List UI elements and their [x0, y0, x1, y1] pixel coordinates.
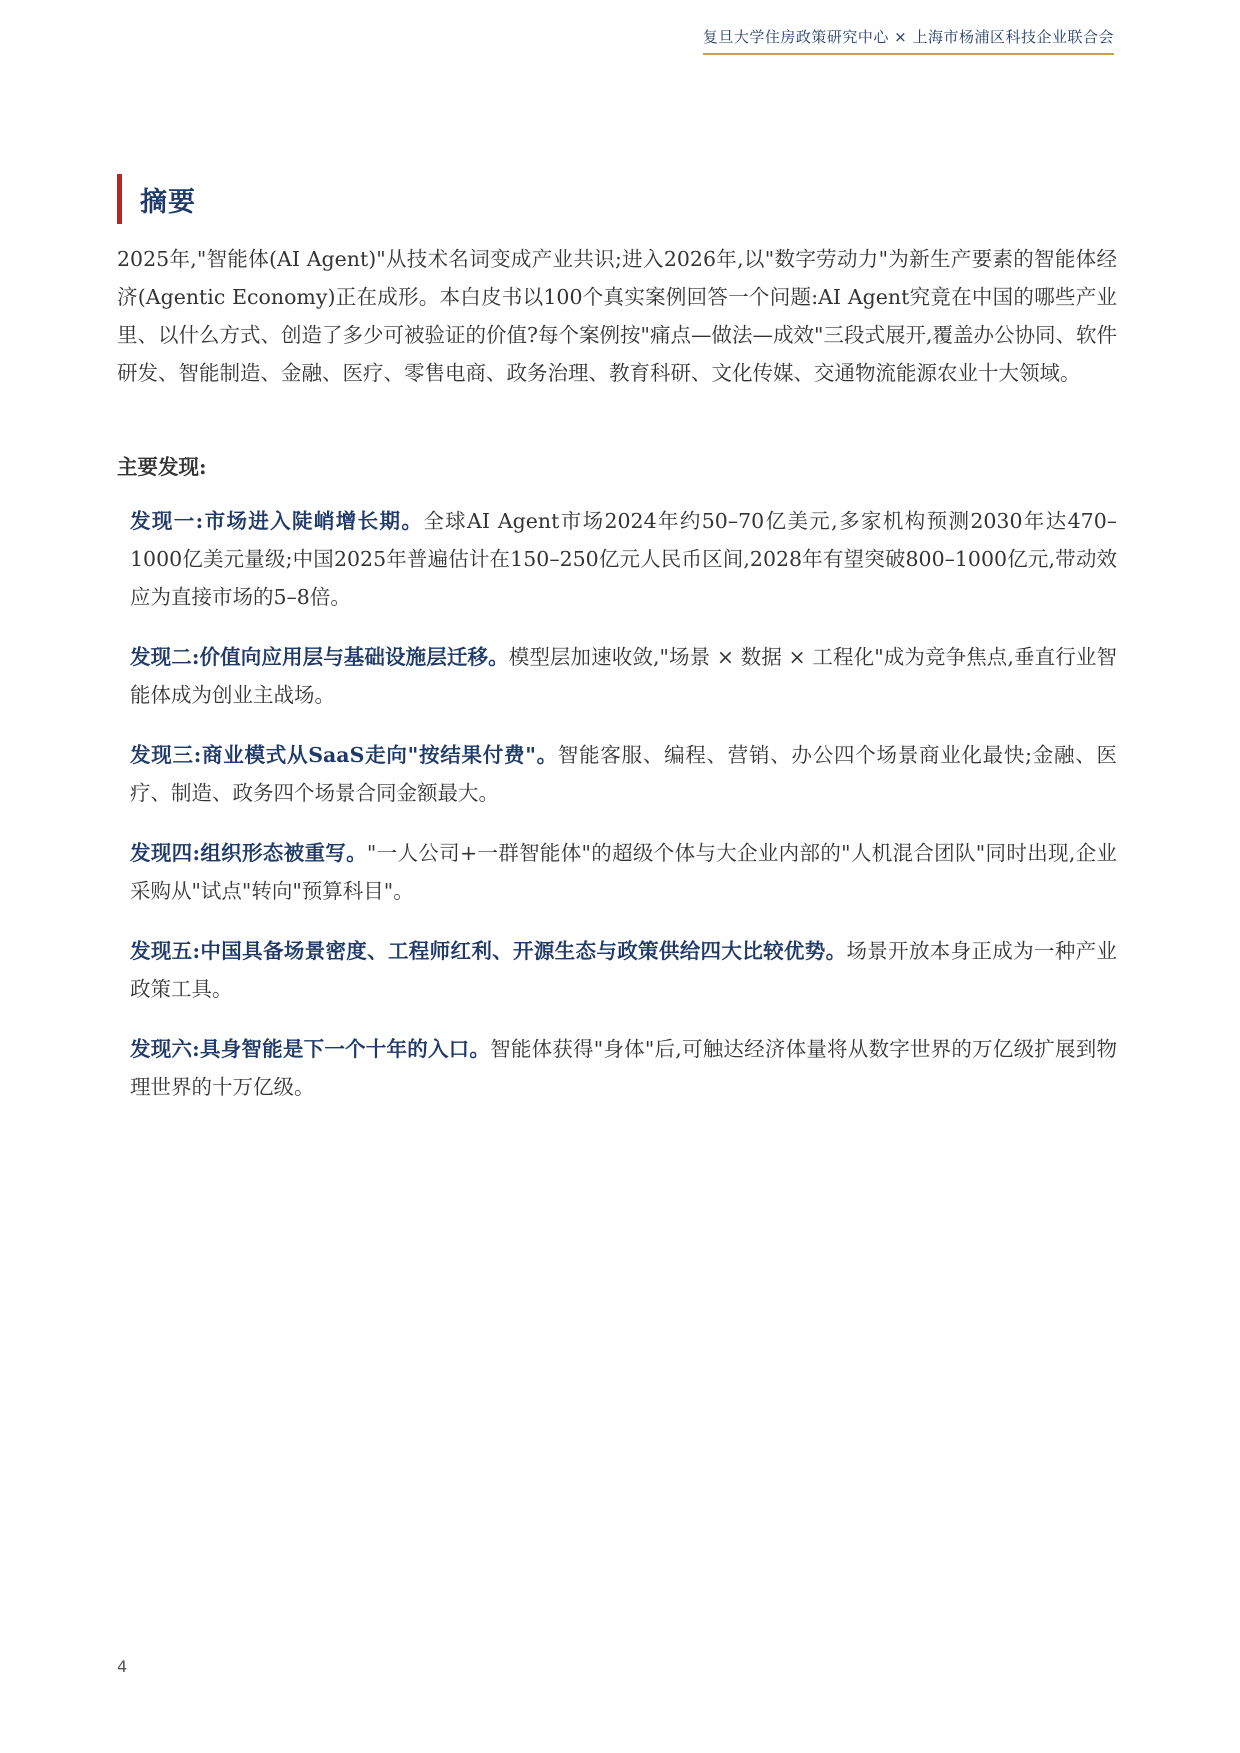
finding-body: 全球AI Agent市场2024年约50–70亿美元,多家机构预测2030年达470–1000亿美元量级;中国2025年普遍估计在150–250亿元人民币区间,2028年有望突破800–1000亿元,带动效应为直接市场的5–8倍。: [130, 509, 1117, 609]
page-number: 4: [117, 1657, 128, 1676]
finding-heading: 发现三:商业模式从SaaS走向"按结果付费"。: [130, 743, 558, 767]
intro-paragraph: 2025年,"智能体(AI Agent)"从技术名词变成产业共识;进入2026年,以"数字劳动力"为新生产要素的智能体经济(Agentic Economy)正在成形。本白皮书以100个真实案例回答一个问题:AI Agent究竟在中国的哪些产业里、以什么方式、创造了多少可被验证的价值?每个案例按"痛点—做法—成效"三段式展开,覆盖办公协同、软件研发、智能制造、金融、医疗、零售电商、政务治理、教育科研、文化传媒、交通物流能源农业十大领域。: [117, 247, 1117, 385]
header-rule: [703, 53, 1114, 55]
finding-heading: 发现四:组织形态被重写。: [130, 841, 367, 865]
finding-body: 智能体获得"身体"后,可触达经济体量将从数字世界的万亿级扩展到物理世界的十万亿级。: [130, 1037, 1117, 1099]
finding-body: 智能客服、编程、营销、办公四个场景商业化最快;金融、医疗、制造、政务四个场景合同金额最大。: [130, 743, 1118, 805]
finding-body: 模型层加速收敛,"场景 × 数据 × 工程化"成为竞争焦点,垂直行业智能体成为创业主战场。: [130, 645, 1117, 707]
finding-heading: 发现六:具身智能是下一个十年的入口。: [130, 1037, 491, 1061]
heading-accent-bar: [117, 174, 122, 224]
finding-body: "一人公司+一群智能体"的超级个体与大企业内部的"人机混合团队"同时出现,企业采购从"试点"转向"预算科目"。: [130, 841, 1117, 903]
findings-list: [130, 502, 1117, 1106]
finding-item: [130, 736, 1117, 812]
finding-item: [130, 638, 1117, 714]
finding-heading: 发现一:市场进入陡峭增长期。: [130, 509, 424, 533]
finding-item: [130, 932, 1117, 1008]
running-header: [703, 26, 1114, 55]
finding-item: [130, 834, 1117, 910]
findings-label: 主要发现:: [117, 455, 207, 479]
header-organizations: 复旦大学住房政策研究中心 × 上海市杨浦区科技企业联合会: [702, 28, 1114, 46]
finding-body: 场景开放本身正成为一种产业政策工具。: [130, 939, 1118, 1001]
section-heading: [117, 174, 196, 224]
finding-item: [130, 502, 1117, 616]
finding-heading: 发现二:价值向应用层与基础设施层迁移。: [130, 645, 509, 669]
section-title: 摘要: [140, 186, 196, 218]
finding-heading: 发现五:中国具备场景密度、工程师红利、开源生态与政策供给四大比较优势。: [130, 939, 847, 963]
finding-item: [130, 1030, 1117, 1106]
